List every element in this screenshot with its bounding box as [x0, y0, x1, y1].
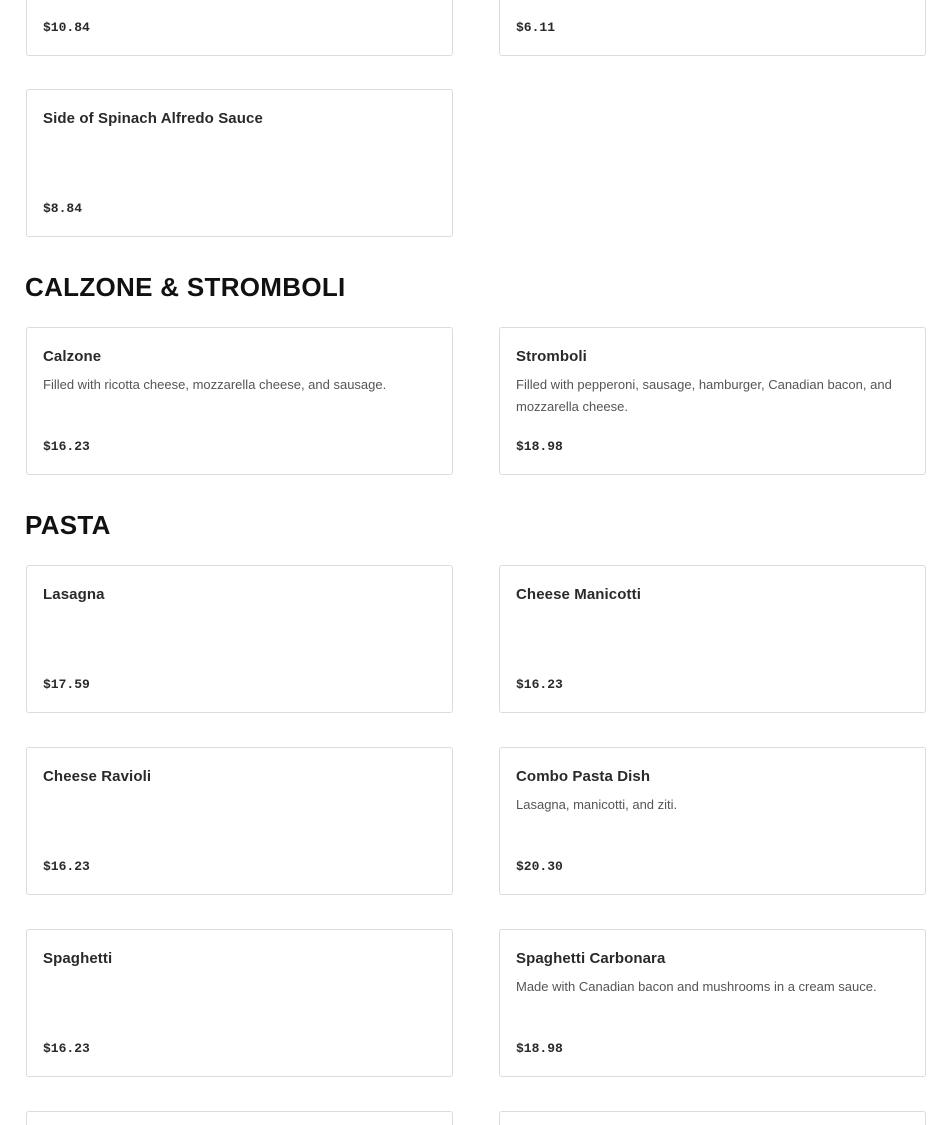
- item-price: $16.23: [43, 1041, 90, 1056]
- menu-item-card[interactable]: [26, 89, 453, 237]
- menu-item-card[interactable]: [26, 929, 453, 1077]
- item-name: Cheese Manicotti: [516, 586, 641, 603]
- menu-item-card[interactable]: [26, 0, 453, 56]
- item-description: Made with Canadian bacon and mushrooms in a cream sauce.: [516, 979, 877, 994]
- item-price: $18.98: [516, 439, 563, 454]
- section-heading-pasta: PASTA: [25, 510, 111, 540]
- item-price: $17.59: [43, 677, 90, 692]
- menu-item-card[interactable]: [499, 0, 926, 56]
- menu-item-card[interactable]: [499, 1111, 926, 1125]
- item-price: $16.23: [43, 859, 90, 874]
- item-name: Combo Pasta Dish: [516, 768, 651, 785]
- item-description: Filled with ricotta cheese, mozzarella cheese, and sausage.: [43, 377, 387, 392]
- menu-item-card[interactable]: [499, 929, 926, 1077]
- item-description: Lasagna, manicotti, and ziti.: [516, 797, 678, 812]
- menu-item-card[interactable]: [26, 565, 453, 713]
- menu-item-card[interactable]: [26, 747, 453, 895]
- item-price: $20.30: [516, 859, 563, 874]
- item-price: $16.23: [516, 677, 563, 692]
- section-heading-calzone-stromboli: CALZONE & STROMBOLI: [25, 272, 346, 302]
- item-price: $18.98: [516, 1041, 563, 1056]
- item-description: Filled with pepperoni, sausage, hamburger, Canadian bacon, and mozzarella cheese.: [516, 377, 892, 414]
- menu-item-card[interactable]: [499, 565, 926, 713]
- item-name: Cheese Ravioli: [43, 768, 152, 785]
- item-name: Calzone: [43, 348, 102, 365]
- menu-item-card[interactable]: [26, 1111, 453, 1125]
- item-price: $16.23: [43, 439, 90, 454]
- menu-item-card[interactable]: [499, 327, 926, 475]
- item-price: $8.84: [43, 201, 83, 216]
- item-price: $10.84: [43, 20, 90, 35]
- item-name: Side of Spinach Alfredo Sauce: [43, 110, 263, 127]
- menu-item-card[interactable]: [26, 327, 453, 475]
- item-name: Spaghetti Carbonara: [516, 950, 666, 967]
- item-price: $6.11: [516, 20, 556, 35]
- item-name: Stromboli: [516, 348, 587, 365]
- menu-item-card[interactable]: [499, 747, 926, 895]
- item-name: Lasagna: [43, 586, 105, 603]
- item-name: Spaghetti: [43, 950, 113, 967]
